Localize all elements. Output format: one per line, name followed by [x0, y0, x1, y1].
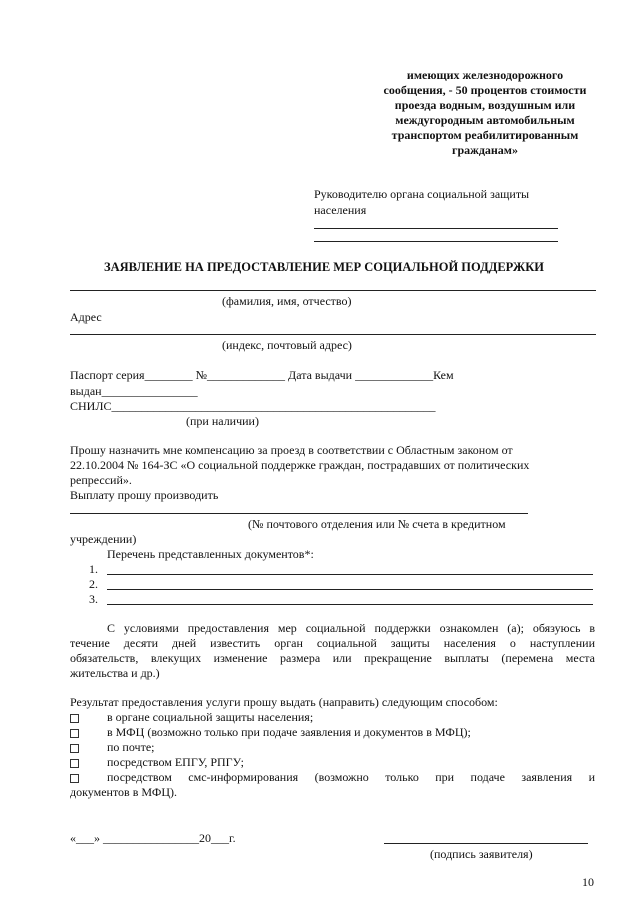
document-item-line[interactable] [107, 604, 593, 605]
result-label: Результат предоставления услуги прошу выдать (направить) следующим способом: [70, 695, 498, 709]
request-line-3: репрессий». [70, 473, 132, 487]
option-label: посредством смс-информирования (возможно только при подаче заявления и [107, 770, 595, 784]
payment-label: Выплату прошу производить [70, 488, 219, 502]
option-label: в органе социальной защиты населения; [107, 710, 314, 724]
addressee-underline-2 [314, 241, 558, 242]
addressee-line-2: населения [314, 203, 367, 217]
page-number: 10 [582, 875, 594, 889]
header-line: междугородным автомобильным [395, 113, 575, 127]
document-item-number: 2. [89, 577, 98, 591]
header-line: гражданам» [452, 143, 518, 157]
header-block [360, 68, 610, 158]
snils-caption: (при наличии) [186, 414, 259, 428]
header-line: имеющих железнодорожного [406, 68, 564, 82]
address-line[interactable] [70, 334, 596, 335]
document-item-number: 3. [89, 592, 98, 606]
page-title: ЗАЯВЛЕНИЕ НА ПРЕДОСТАВЛЕНИЕ МЕР СОЦИАЛЬНОЙ ПОДДЕРЖКИ [104, 260, 545, 274]
address-label: Адрес [70, 310, 102, 324]
consent-line-3: обязательств, влекущих изменение размера или прекращение выплаты (перемена места [70, 651, 595, 665]
option-label: в МФЦ (возможно только при подаче заявления и документов в МФЦ); [107, 725, 471, 739]
document-item-line[interactable] [107, 574, 593, 575]
issued-line[interactable]: выдан________________ [70, 384, 198, 398]
signature-line[interactable] [384, 843, 588, 844]
header-line: проезда водным, воздушным или [394, 98, 576, 112]
consent-line-2: течение десяти дней известить орган социальной защиты населения о наступлении [70, 636, 595, 650]
option-label: посредством ЕПГУ, РПГУ; [107, 755, 244, 769]
option-checkbox[interactable] [70, 744, 79, 753]
snils-line[interactable]: СНИЛС______________________________________________________ [70, 399, 436, 413]
header-line: транспортом реабилитированным [391, 128, 579, 142]
option-checkbox[interactable] [70, 729, 79, 738]
request-line-1: Прошу назначить мне компенсацию за проезд в соответствии с Областным законом от [70, 443, 513, 457]
date-line[interactable]: «___» ________________20___г. [70, 831, 236, 845]
payment-caption: (№ почтового отделения или № счета в кредитном [248, 517, 506, 531]
fio-line[interactable] [70, 290, 596, 291]
option-checkbox[interactable] [70, 774, 79, 783]
payment-line[interactable] [70, 513, 528, 514]
document-item-line[interactable] [107, 589, 593, 590]
request-line-2: 22.10.2004 № 164-ЗС «О социальной поддержке граждан, пострадавших от политических [70, 458, 530, 472]
option-label-cont: документов в МФЦ). [70, 785, 178, 799]
fio-caption: (фамилия, имя, отчество) [222, 294, 352, 308]
address-caption: (индекс, почтовый адрес) [222, 338, 352, 352]
payment-caption-cont: учреждении) [70, 532, 137, 546]
passport-line[interactable]: Паспорт серия________ №_____________ Дата выдачи _____________Кем [70, 368, 454, 382]
documents-label: Перечень представленных документов*: [107, 547, 314, 561]
addressee-line-1: Руководителю органа социальной защиты [314, 187, 530, 201]
document-item-number: 1. [89, 562, 98, 576]
header-line: сообщения, - 50 процентов стоимости [383, 83, 587, 97]
option-checkbox[interactable] [70, 714, 79, 723]
consent-line-4: жительства и др.) [70, 666, 160, 680]
addressee-underline-1 [314, 228, 558, 229]
option-checkbox[interactable] [70, 759, 79, 768]
signature-caption: (подпись заявителя) [430, 847, 533, 861]
consent-line-1: С условиями предоставления мер социальной поддержки ознакомлен (а); обязуюсь в [107, 621, 595, 635]
option-label: по почте; [107, 740, 155, 754]
